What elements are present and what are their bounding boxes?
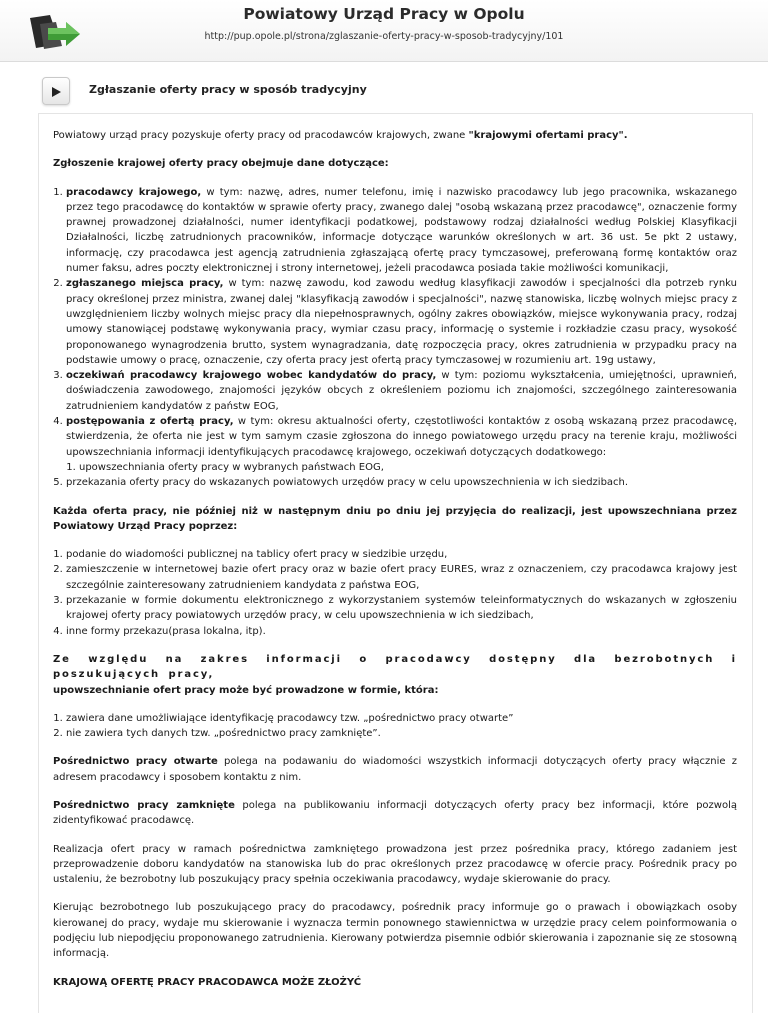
closed-mediation-paragraph: Pośrednictwo pracy zamknięte polega na publikowaniu informacji dotyczących oferty pracy bez informacji, które pozwolą zidentyfikować pracodawcę.	[53, 799, 737, 827]
list-item: 1. zawiera dane umożliwiające identyfikację pracodawcy tzw. „pośrednictwo pracy otwarte”	[66, 711, 737, 726]
realization-paragraph: Realizacja ofert pracy w ramach pośrednictwa zamkniętego prowadzona jest przez pośrednika pracy, którego zadaniem jest przeprowadzenie doboru kandydatów na stanowiska lub do prac określonych przez pracodawcę w ofercie pracy. Pośrednik pracy po ustaleniu, że bezrobotny lub poszukujący pracy spełnia oczekiwania pracodawcy, wydaje skierowanie do pracy.	[53, 843, 737, 886]
referral-paragraph: Kierując bezrobotnego lub poszukującego pracy do pracodawcy, pośrednik pracy informuje go o prawach i obowiązkach osoby kierowanej do pracy, wydaje mu skierowanie i wyznacza termin ponownego stawiennictwa w urzędzie pracy celem poinformowania o podjęciu lub niepodjęciu proponowanego zatrudnienia. Kierowany potwierdza pisemnie odbiór skierowania i zapoznanie się ze stosowną informacją.	[53, 902, 737, 960]
site-header	[0, 0, 768, 62]
intro-bold: "krajowymi ofertami pracy".	[468, 130, 628, 141]
list-item: 1. podanie do wiadomości publicznej na tablicy ofert pracy w siedzibie urzędu,	[66, 547, 737, 562]
list-item: 5. przekazania oferty pracy do wskazanych powiatowych urzędów pracy w celu upowszechnienia w ich siedzibach.	[66, 475, 737, 490]
page-url: http://pup.opole.pl/strona/zglaszanie-oferty-pracy-w-sposob-tradycyjny/101	[204, 31, 564, 42]
list-item: 3. oczekiwań pracodawcy krajowego wobec kandydatów do pracy, w tym: poziomu wykształcenia, umiejętności, uprawnień, doświadczenia zawodowego, znajomości języków obcych z określeniem poziomu ich znajomości, szczególnego zainteresowania zatrudnieniem kandydatów z państw EOG,	[66, 368, 737, 414]
list-item: 4. inne formy przekazu(prasa lokalna, itp).	[66, 624, 737, 639]
publication-list	[53, 547, 737, 639]
back-button[interactable]	[42, 77, 70, 105]
list-item: 1. upowszechniania oferty pracy w wybranych państwach EOG,	[79, 460, 737, 475]
play-arrow-icon	[51, 86, 62, 98]
site-title: Powiatowy Urząd Pracy w Opolu	[243, 5, 525, 23]
list-item: 4. postępowania z ofertą pracy, w tym: okresu aktualności oferty, częstotliwości kontaktów z osobą wskazaną przez pracodawcę, stwierdzenia, że oferta nie jest w tym samym czasie zgłoszona do innego powiatowego urzędu pracy na terenie kraju, możliwości upowszechniania informacji identyfikujących pracodawcę krajowego, oczekiwań dotyczących dodatkowego: 1. upowszechniania oferty pracy w wybranych państwach EOG,	[66, 414, 737, 475]
page-title: Zgłaszanie oferty pracy w sposób tradycyjny	[89, 83, 367, 96]
list-item: 2. zamieszczenie w internetowej bazie ofert pracy oraz w bazie ofert pracy EURES, wraz z oznaczeniem, czy pracodawca krajowy jest szczególnie zainteresowany zatrudnieniem kandydata z państwa EOG,	[66, 562, 737, 593]
article-content	[38, 113, 753, 1013]
section-heading: Zgłoszenie krajowej oferty pracy obejmuje dane dotyczące:	[53, 158, 389, 170]
open-mediation-paragraph: Pośrednictwo pracy otwarte polega na podawaniu do wiadomości wszystkich informacji dotyczących oferty pracy włącznie z adresem pracodawcy i sposobem kontaktu z nim.	[53, 756, 738, 783]
offer-data-list	[53, 185, 737, 491]
section-heading: Każda oferta pracy, nie później niż w następnym dniu po dniu jej przyjęcia do realizacji, jest upowszechniana przez Powiatowy Urząd Pracy poprzez:	[53, 505, 737, 532]
final-heading: KRAJOWĄ OFERTĘ PRACY PRACODAWCA MOŻE ZŁOŻYĆ	[53, 976, 362, 988]
list-item: 1. pracodawcy krajowego, w tym: nazwę, adres, numer telefonu, imię i nazwisko pracodawcy lub jego pracownika, wskazanego przez tego pracodawcę do kontaktów w sprawie oferty pracy, zwanego dalej "osobą wskazaną przez pracodawcę", oznaczenie formy prawnej prowadzonej działalności, numer identyfikacji podatkowej, podstawowy rodzaj działalności według Polskiej Klasyfikacji Działalności, liczbę zatrudnionych pracowników, informacje dotyczące warunków określonych w art. 36 ust. 5e pkt 2 ustawy, informację, czy pracodawca jest agencją zatrudnienia zgłaszającą ofertę pracy tymczasowej, preferowaną formę kontaktów oraz numer faksu, adres poczty elektronicznej i strony internetowej, jeżeli pracodawca posiada takie możliwości komunikacji,	[66, 185, 737, 277]
mediation-forms-list	[53, 711, 737, 742]
intro-paragraph	[53, 128, 737, 143]
list-item: 2. zgłaszanego miejsca pracy, w tym: nazwę zawodu, kod zawodu według klasyfikacji zawodów i specjalności dla potrzeb rynku pracy określonej przez ministra, zwanej dalej "klasyfikacją zawodów i specjalności", nazwę stanowiska, liczbę wolnych miejsc pracy z uwzględnieniem liczby wolnych miejsc pracy dla niepełnosprawnych, ogólny zakres obowiązków, miejsce wykonywania pracy, rodzaj umowy stanowiącej podstawę wykonywania pracy, wymiar czasu pracy, informację o systemie i rozkładzie czasu pracy, wysokość proponowanego wynagrodzenia brutto, system wynagradzania, datę rozpoczęcia pracy, okres zatrudnienia w przypadku pracy na podstawie umowy o pracę, oznaczenie, czy oferta pracy jest ofertą pracy tymczasowej w rozumieniu art. 19g ustawy,	[66, 276, 737, 368]
sub-list	[66, 460, 737, 475]
list-item: 2. nie zawiera tych danych tzw. „pośrednictwo pracy zamknięte”.	[66, 726, 737, 741]
intro-text: Powiatowy urząd pracy pozyskuje oferty pracy od pracodawców krajowych, zwane	[53, 130, 469, 141]
section-heading: Ze względu na zakres informacji o pracodawcy dostępny dla bezrobotnych i poszukujących pracy, upowszechnianie ofert pracy może być prowadzone w formie, która:	[53, 653, 737, 696]
list-item: 3. przekazanie w formie dokumentu elektronicznego z wykorzystaniem systemów teleinformatycznych do wskazanych w zgłoszeniu krajowej oferty pracy powiatowych urzędów pracy, w celu upowszechnienia w ich siedzibach,	[66, 593, 737, 624]
